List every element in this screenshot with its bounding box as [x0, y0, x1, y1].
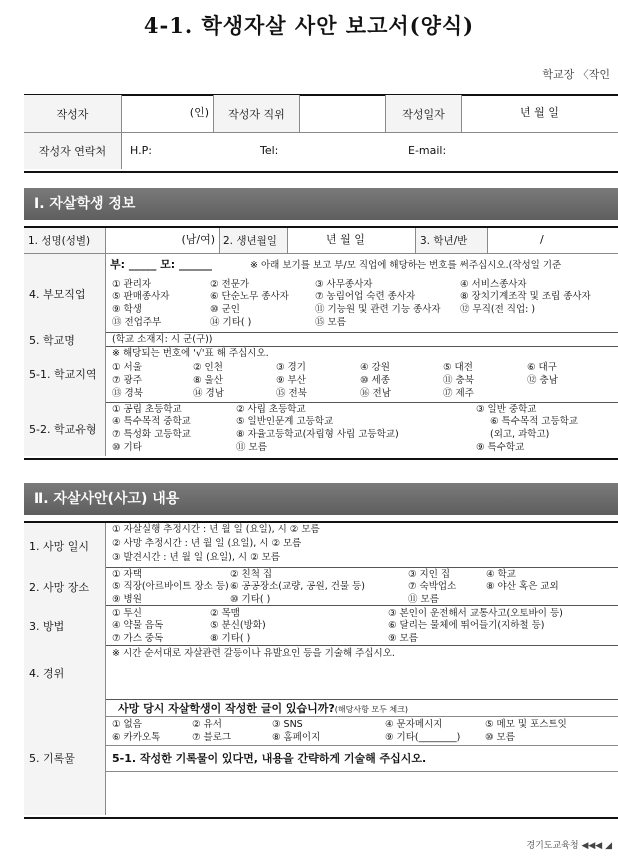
region-option[interactable]: ⑨ 부산	[276, 375, 306, 386]
job-option[interactable]: ⑨ 학생	[112, 304, 142, 315]
region-option[interactable]: ⑤ 대전	[443, 362, 473, 373]
method-option[interactable]: ⑤ 분신(방화)	[210, 620, 266, 631]
job-option[interactable]: ⑬ 전업주부	[112, 317, 162, 328]
method-option[interactable]: ⑥ 달리는 물체에 뛰어들기(지하철 등)	[388, 620, 545, 631]
process-note: ※ 시간 순서대로 자살관련 갈등이나 유발요인 등을 기술해 주십시오.	[112, 648, 395, 659]
parent-label: 4. 부모직업	[24, 254, 106, 333]
record-hint: (해당사항 모두 체크)	[334, 705, 408, 714]
header-table	[24, 95, 618, 173]
death-time-option[interactable]: ① 자살실행 추정시간 : 년 월 일 (요일), 시 ② 모름	[112, 524, 320, 535]
method-option[interactable]: ① 투신	[112, 608, 142, 619]
place-option[interactable]: ⑨ 병원	[112, 594, 142, 605]
job-option[interactable]: ⑩ 군인	[210, 304, 240, 315]
school-type-option[interactable]: ④ 특수목적 중학교	[112, 416, 191, 427]
region-option[interactable]: ④ 강원	[360, 362, 390, 373]
school-principal-note: 학교장 〈작인	[542, 68, 610, 81]
school-type-option[interactable]: ⑨ 특수학교	[476, 442, 525, 453]
region-option[interactable]: ⑬ 경북	[112, 388, 143, 399]
method-label: 3. 방법	[24, 606, 106, 646]
record-label: 5. 기록물	[24, 700, 106, 815]
job-option[interactable]: ④ 서비스종사자	[460, 279, 527, 290]
seal-text: (인)	[189, 106, 209, 119]
job-option[interactable]: ⑭ 기타( )	[210, 317, 252, 328]
birth-field[interactable]	[288, 228, 416, 254]
footer-text: 경기도교육청 ◀◀◀ ◢	[526, 841, 612, 851]
method-option[interactable]: ⑧ 기타( )	[210, 633, 251, 644]
author-position-field[interactable]	[300, 95, 386, 133]
school-type-option[interactable]: (외고, 과학고)	[490, 429, 550, 440]
school-type-label: 5-2. 학교유형	[24, 403, 106, 456]
region-option[interactable]: ⑫ 충남	[527, 375, 558, 386]
record-question-divider	[106, 716, 618, 717]
record-question-text: 사망 당시 자살학생이 작성한 글이 있습니까?	[118, 702, 335, 715]
school-type-option[interactable]: ⑤ 일반인문계 고등학교	[236, 416, 334, 427]
job-option[interactable]: ⑧ 장치기계조작 및 조립 종사자	[460, 291, 591, 302]
process-label: 4. 경위	[24, 646, 106, 700]
place-option[interactable]: ⑪ 모름	[408, 594, 439, 605]
school-type-option[interactable]: ⑦ 특성화 고등학교	[112, 429, 191, 440]
contact-label: 작성자 연락처	[24, 133, 122, 169]
method-option[interactable]: ② 목맴	[210, 608, 240, 619]
job-option[interactable]: ⑤ 판매종사자	[112, 291, 170, 302]
record-option[interactable]: ② 유서	[192, 719, 222, 730]
school-type-option[interactable]: ③ 일반 중학교	[476, 404, 537, 415]
page-title: 4-1. 학생자살 사안 보고서(양식)	[143, 13, 475, 38]
date-value: 년 월 일	[520, 106, 559, 119]
job-option[interactable]: ③ 사무종사자	[315, 279, 373, 290]
gender-text: (남/여)	[181, 233, 215, 246]
name-label: 1. 성명(성별)	[24, 228, 106, 254]
method-option[interactable]: ③ 본인이 운전해서 교통사고(오토바이 등)	[388, 608, 563, 619]
region-option[interactable]: ⑩ 세종	[360, 375, 390, 386]
place-option[interactable]: ④ 학교	[486, 569, 516, 580]
place-label: 2. 사망 장소	[24, 568, 106, 606]
job-option[interactable]: ⑪ 기능원 및 관련 기능 종사자	[315, 304, 441, 315]
place-option[interactable]: ⑦ 숙박업소	[408, 581, 457, 592]
region-label: 5-1. 학교지역	[24, 347, 106, 403]
job-option[interactable]: ⑦ 농림어업 숙련 종사자	[315, 291, 416, 302]
job-option[interactable]: ⑫ 무직(전 직업: )	[460, 304, 536, 315]
school-type-option[interactable]: ⑧ 자율고등학교(자립형 사립 고등학교)	[236, 429, 399, 440]
place-option[interactable]: ⑧ 야산 혹은 교외	[486, 581, 559, 592]
method-option[interactable]: ④ 약물 음독	[112, 620, 164, 631]
author-field[interactable]	[122, 95, 214, 133]
region-option[interactable]: ⑪ 충북	[443, 375, 474, 386]
record-option[interactable]: ⑦ 블로그	[192, 732, 232, 743]
region-option[interactable]: ⑮ 전북	[276, 388, 307, 399]
region-note: ※ 해당되는 번호에 '√'표 해 주십시오.	[112, 348, 269, 359]
region-option[interactable]: ③ 경기	[276, 362, 306, 373]
death-time-option[interactable]: ③ 발견시간 : 년 월 일 (요일), 시 ② 모름	[112, 552, 280, 563]
region-option[interactable]: ⑰ 제주	[443, 388, 474, 399]
birth-value: 년 월 일	[326, 233, 365, 246]
school-label: 5. 학교명	[24, 333, 106, 347]
section2-header: Ⅱ. 자살사안(사고) 내용	[24, 483, 618, 515]
record-question	[118, 703, 408, 716]
date-label: 작성일자	[386, 95, 462, 133]
name-field[interactable]	[106, 228, 220, 254]
school-type-option[interactable]: ⑩ 기타	[112, 442, 142, 453]
school-address: (학교 소재지: 시 군(구))	[112, 334, 213, 345]
place-option[interactable]: ① 자택	[112, 569, 142, 580]
record-option[interactable]: ⑧ 홈페이지	[272, 732, 321, 743]
record-option[interactable]: ③ SNS	[272, 719, 303, 730]
section1-header: Ⅰ. 자살학생 정보	[24, 188, 618, 220]
school-type-option[interactable]: ⑥ 특수목적 고등학교	[490, 416, 578, 427]
region-option[interactable]: ⑧ 울산	[193, 375, 223, 386]
grade-label: 3. 학년/반	[416, 228, 488, 254]
region-option[interactable]: ② 인천	[193, 362, 223, 373]
author-label: 작성자	[24, 95, 122, 133]
email-label: E-mail:	[408, 144, 447, 157]
record-option[interactable]: ⑨ 기타(________)	[385, 732, 461, 743]
record-answer-divider	[106, 771, 618, 772]
record-option[interactable]: ④ 문자메시지	[385, 719, 443, 730]
school-type-option[interactable]: ⑪ 모름	[236, 442, 267, 453]
record-option[interactable]: ⑥ 카카오톡	[112, 732, 161, 743]
job-option[interactable]: ⑮ 모름	[315, 317, 346, 328]
parent-line: 부: _____ 모: ______	[110, 258, 213, 271]
region-option[interactable]: ⑯ 전남	[360, 388, 391, 399]
author-position-label: 작성자 직위	[214, 95, 300, 133]
method-option[interactable]: ⑨ 모름	[388, 633, 418, 644]
school-type-option[interactable]: ② 사립 초등학교	[236, 404, 306, 415]
job-option[interactable]: ① 관리자	[112, 279, 152, 290]
place-option[interactable]: ⑤ 직장(아르바이트 장소 등)	[112, 581, 229, 592]
grade-field[interactable]	[488, 228, 618, 254]
region-option[interactable]: ① 서울	[112, 362, 142, 373]
record-sub-question: 5-1. 작성한 기록물이 있다면, 내용을 간략하게 기술해 주십시오.	[112, 752, 427, 765]
place-option[interactable]: ③ 지인 집	[408, 569, 451, 580]
hp-label: H.P:	[130, 144, 152, 157]
job-option[interactable]: ② 전문가	[210, 279, 250, 290]
place-option[interactable]: ⑩ 기타( )	[230, 594, 271, 605]
record-option[interactable]: ⑩ 모름	[485, 732, 515, 743]
job-option[interactable]: ⑥ 단순노무 종사자	[210, 291, 289, 302]
birth-label: 2. 생년월일	[220, 228, 288, 254]
region-option[interactable]: ⑥ 대구	[527, 362, 557, 373]
parent-note: ※ 아래 보기를 보고 부/모 직업에 해당하는 번호를 써주십시오.(작성일 기준	[250, 260, 562, 271]
method-option[interactable]: ⑦ 가스 중독	[112, 633, 164, 644]
place-option[interactable]: ⑥ 공공장소(교량, 공원, 건물 등)	[230, 581, 365, 592]
region-option[interactable]: ⑭ 경남	[193, 388, 224, 399]
date-field[interactable]	[462, 95, 618, 133]
tel-label: Tel:	[260, 144, 279, 157]
grade-value: /	[540, 233, 544, 246]
school-type-option[interactable]: ① 공립 초등학교	[112, 404, 182, 415]
record-option[interactable]: ⑤ 메모 및 포스트잇	[485, 719, 567, 730]
death-time-option[interactable]: ② 사망 추정시간 : 년 월 일 (요일), 시 ② 모름	[112, 538, 302, 549]
place-option[interactable]: ② 친척 집	[230, 569, 273, 580]
death-label: 1. 사망 일시	[24, 523, 106, 568]
region-option[interactable]: ⑦ 광주	[112, 375, 142, 386]
record-sub-divider	[106, 745, 618, 746]
record-option[interactable]: ① 없음	[112, 719, 142, 730]
